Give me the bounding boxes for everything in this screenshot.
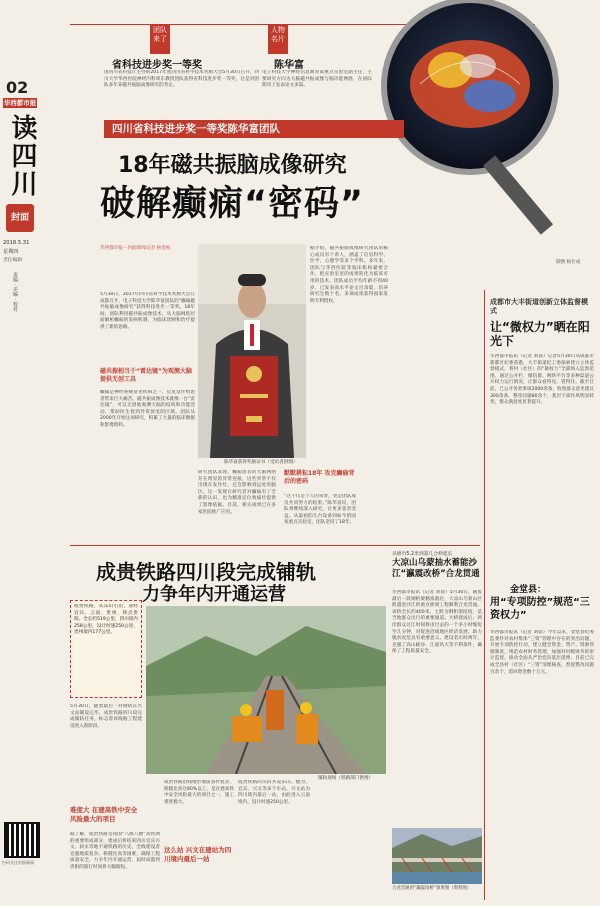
brand-seal: 封面 [6, 204, 34, 232]
feature-body-4: 据介绍，磁共振脑成像研究团队的核心成员有十余人，涵盖了信息科学、医学、心理学等多个学科。多年来，团队与华西医院等临床机构紧密合作，把实验室里的成果转化为临床可用的技术。团队成员平均年龄不到40岁，已发表高水平论文百余篇，培养研究生数十名，多项成果获得国家发明专利授权。 [310, 246, 388, 304]
rail-subhead-a: 难度大 在建高铁中安全风险最大的项目 [70, 806, 138, 823]
qr-code[interactable] [4, 822, 40, 858]
masthead-column [0, 0, 40, 906]
right-headline-big: 让“微权力”晒在阳光下 [490, 320, 590, 348]
feature-subhead-1: 磁共振相当于“雷达镜”为观测大脑提供无创工具 [100, 368, 192, 383]
liangshan-photo-caption: 合龙贯通的“瀛震改桥”效果图（资料图） [392, 886, 472, 891]
feature-kicker-text: 四川省科技进步奖一等奖陈华富团队 [112, 123, 280, 135]
feature-byline: 华西都市报－封面新闻记者 杨金祝 [100, 246, 171, 251]
editor-line: 责任编辑 [3, 258, 23, 263]
rail-infobox-text: 成贵铁路，从乐山引出，途经宜宾、云南、贵州，终点贵阳。全长约519公里，四川境内258公里，设计时速250公里，贵州境内177公里。 [74, 604, 138, 636]
profile-name: 陈华富 [274, 60, 304, 71]
liangshan-kicker: 从绵竹5.2米到第几合伸延长 [392, 552, 453, 557]
portrait-caption: 陈华富获得奖励证书（受访者供图） [224, 460, 298, 465]
issue-weekday: 星期四 [3, 249, 19, 255]
right-col-divider [484, 290, 485, 900]
team-box-label: 团队来了 [150, 24, 170, 54]
right-headline-small-2: 金堂县： [510, 585, 547, 595]
feature-headline-1: 18年磁共振脑成像研究 [118, 153, 347, 178]
feature-headline-2: 破解癫痫“密码” [100, 184, 365, 224]
feature-subhead-2: 默默耕耘18年 攻克癫痫背后的密码 [284, 470, 355, 485]
paper-logo: 华西都市报 [3, 99, 37, 107]
rail-headline-2: 力争年内开通运营 [142, 584, 286, 605]
page-number: 02 [6, 78, 29, 97]
rail-infobox [70, 600, 142, 698]
feature-bottom-rule [70, 545, 480, 546]
right-headline-small: 成都市大丰街道创新立体监督模式 [490, 298, 588, 315]
rail-body-2: 据了解，成贵铁路是我国“八纵八横”高铁网的重要组成部分，建成后将结束四川宜宾兴文、叙永等地不通铁路的历史。全线建设者克服地质复杂、桥隧比高等困难，确保工程质量安全，力争年内开通运营，届时成都到贵阳的旅行时间将大幅缩短。 [70, 832, 160, 870]
rail-body-1: 5月30日，随着最后一对钢轨在兴文站铺设完毕，成贵铁路四川段完成铺轨任务，标志着该线路工程建设进入新阶段。 [70, 704, 142, 729]
brain-illustration-credit: 制图 杨仕成 [556, 260, 581, 265]
staff-credits: 责编 · 美编 · 校对 [12, 272, 18, 312]
team-headline: 省科技进步奖一等奖 [112, 60, 202, 71]
liangshan-body: 华西都市报讯（记者 刘嵚）5月30日，随着最后一段钢桁梁精准就位，大凉山乌蒙山区跨越金沙江的重点桥梁工程顺利合龙贯通。该桥全长约400米，主跨为钢桁架结构，是当地群众出行的重要通道。大桥建成后，两岸群众过江时间将由过去的一个多小时缩短至几分钟，对促进沿线地区经济发展、助力脱贫攻坚具有重要意义。建设者历时两年，克服了高山峡谷、江面风大等不利条件，确保了工程质量安全。 [392, 590, 482, 655]
profile-body: 电子科技大学神经信息教育部重点实验室副主任，主要研究方向为大脑磁共振成像与脑功能网络，在国际期刊上发表论文多篇。 [262, 70, 372, 89]
rail-subhead-b: 这么站 兴文在建站为四川境内最后一站 [164, 846, 232, 863]
profile-box-label: 人物名片 [268, 24, 288, 54]
feature-lead: 5月30日，2017年四川省科学技术奖励大会在成都召开，电子科技大学陈华富团队的“癫痫磁共振脑成像研究”获得科技进步一等奖。18年间，团队利用磁共振成像技术，从大脑网络层面解析癫痫的发病机制，为临床诊断和治疗提供了新的思路。 [100, 292, 195, 330]
portrait-photo [198, 244, 306, 458]
liangshan-photo [392, 828, 482, 884]
rail-photo [146, 606, 386, 774]
section-title: 读四川 [7, 114, 37, 198]
rail-body-3: 成贵铁路沿线地形地质条件复杂，桥隧比高达80%以上，是在建高铁中安全风险最大的项目之一，施工难度极大。 [164, 780, 234, 805]
feature-body-2: 研究团队发现，癫痫患者的大脑网络存在明显的异常连接，这些异常不仅出现在发作灶，还会影响到远处的脑区。这一发现让研究者对癫痫有了全新的认识，也为精准定位致痫灶提供了影像依据。目前，相关成果已在多家医院推广应用。 [198, 470, 276, 515]
right-body: 华西都市报讯（记者 刘嵚）记者5月30日从成都市新都区纪委获悉，大丰街道纪工委探索建立立体监督模式，将村（社区）的“微权力”全部纳入监督范围，通过公开栏、微信群、网络平台等多种渠道公开权力运行情况，让群众看得见、管得住。截至目前，已公开各类事项2000余条，收集群众意见建议300余条，整改问题80余个，基层干部作风明显转变，群众满意度显著提升。 [490, 354, 594, 406]
feature-body-4-cont [392, 246, 462, 540]
rail-photo-caption: 铺轨现场（铁路部门供图） [318, 776, 374, 781]
qr-caption: 扫码关注封面新闻 [2, 860, 34, 865]
liangshan-headline: 大凉山乌蒙抽水蓄能沙江“瀛震改桥”合龙贯通 [392, 558, 480, 579]
issue-date: 2018.5.31 [3, 240, 30, 246]
right-headline-big-2: 用“专项防控”规范“三资权力” [490, 597, 590, 621]
feature-kicker [104, 120, 404, 138]
rail-body-4: 成贵铁路四川段共设乐山、犍为、宜宾、兴文等多个车站，兴文站为四川境内最后一站，由此进入云南境内，设计时速250公里。 [238, 780, 310, 805]
team-body: 由四川省科技厅主办的2017年度四川省科学技术奖励大会5月30日召开，四川大学华西医院神经内科周东教授团队获得省科技进步奖一等奖，这是对团队多年来磁共振脑成像研究的肯定。 [104, 70, 259, 89]
feature-body-1: 癫痫是神经系统常见疾病之一，反复发作给患者带来巨大痛苦。磁共振成像技术就像一台“雷达镜”，可以无创地观测大脑的结构和功能活动，帮助医生找到异常放电的区域。团队从2000年开始这项研究，积累了大量的临床数据和影像资料。 [100, 390, 195, 428]
right-body-2: 华西都市报讯（记者 刘嵚）今年以来，金堂县纪委监委针对农村集体“三资”管理中存在的突出问题，开展专项防控行动，建立健全资金、资产、资源管理制度，规范农村财务管理，加强对村级财务的审计监督，推动全面从严治党向基层延伸。目前已完成全县村（社区）“三资”清理核查，督促整改问题百余个，追回资金数十万元。 [490, 630, 594, 675]
rail-headline-1: 成贵铁路四川段完成铺轨 [96, 560, 316, 584]
feature-body-3: “这不仅是个人的荣誉，更是团队成员共同努力的结果。”陈华富说，团队将继续深入研究，让更多患者受益。从最初的几台设备到如今的国家重点实验室，团队坚持了18年。 [284, 494, 356, 526]
